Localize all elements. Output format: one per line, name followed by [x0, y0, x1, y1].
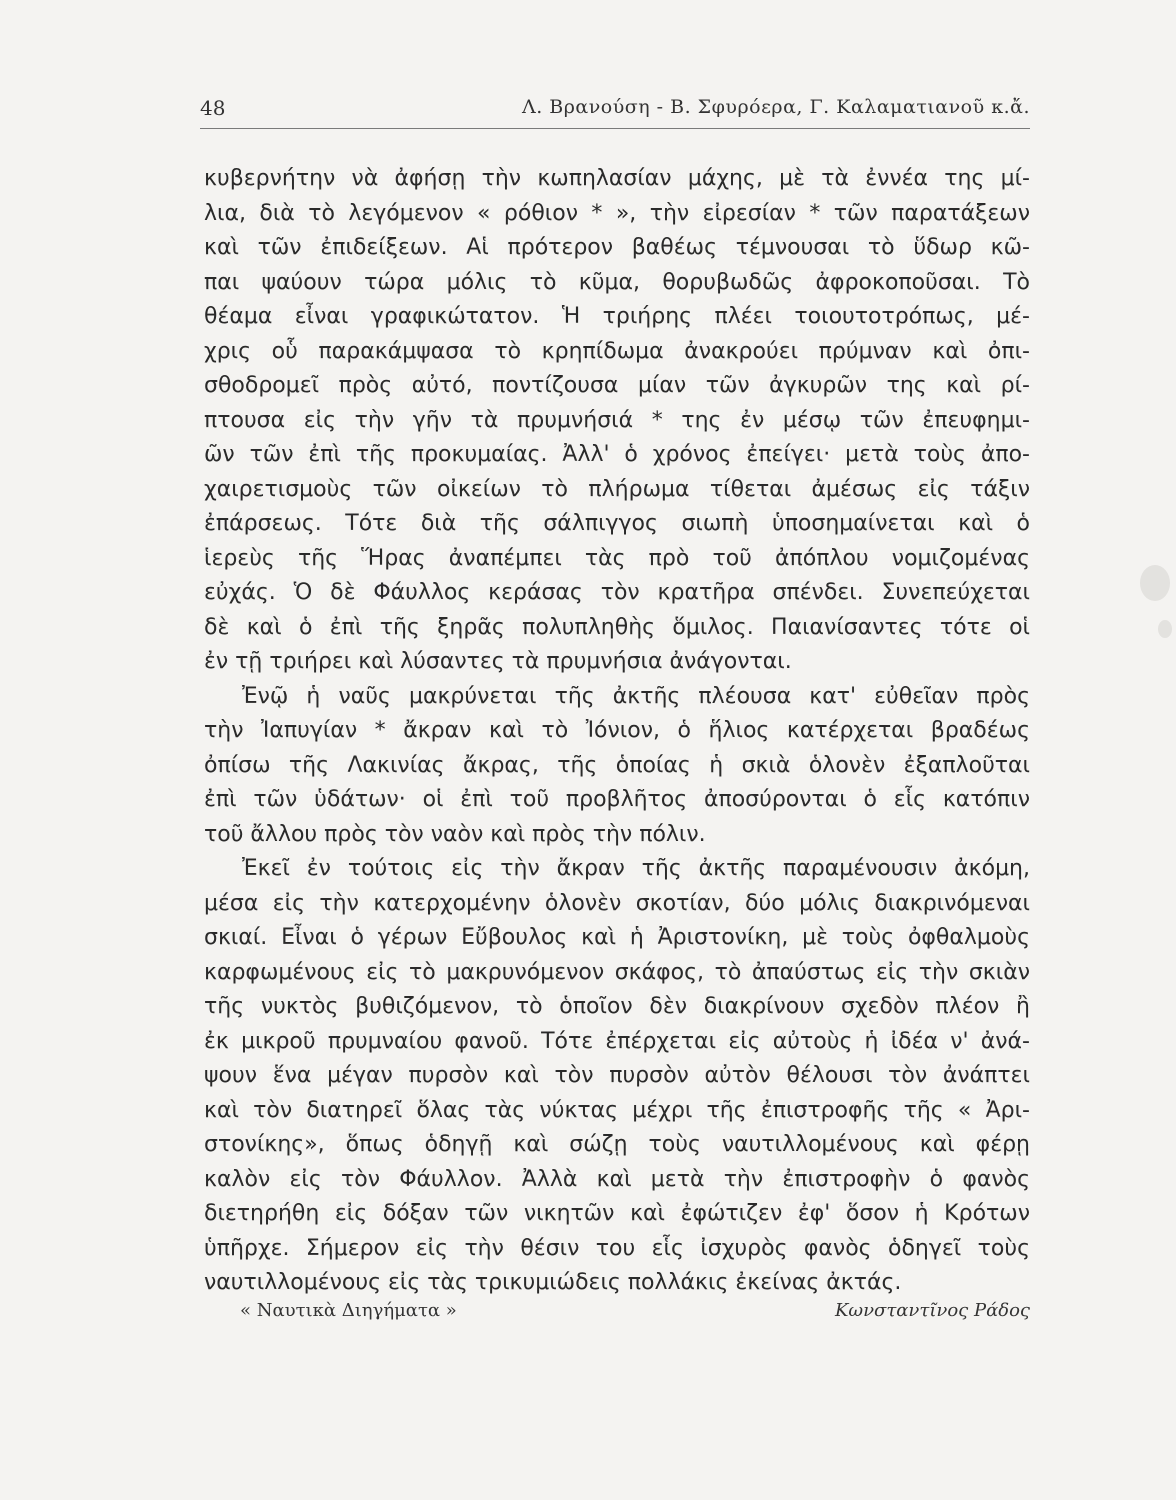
source-title: « Ναυτικὰ Διηγήματα »: [240, 1300, 457, 1321]
paper-smudge: [1158, 620, 1172, 638]
page-header: [200, 96, 1030, 128]
text-line: καὶ τῶν ἐπιδείξεων. Αἱ πρότερον βαθέως τέμνουσαι τὸ ὕδωρ κῶ-: [204, 235, 1030, 260]
text-line: καὶ τὸν διατηρεῖ ὅλας τὰς νύκτας μέχρι τῆς ἐπιστροφῆς τῆς « Ἀρι-: [204, 1097, 1030, 1123]
text-line: λια, διὰ τὸ λεγόμενον « ρόθιον * », τὴν εἰρεσίαν * τῶν παρατάξεων: [204, 200, 1030, 226]
text-line: ψουν ἕνα μέγαν πυρσὸν καὶ τὸν πυρσὸν αὐτὸν θέλουσι τὸν ἀνάπτει: [204, 1063, 1030, 1088]
text-line: σκιαί. Εἶναι ὁ γέρων Εὔβουλος καὶ ἡ Ἀριστονίκη, μὲ τοὺς ὀφθαλμοὺς: [204, 925, 1030, 950]
text-line: ἐκ μικροῦ πρυμναίου φανοῦ. Τότε ἐπέρχεται εἰς αὐτοὺς ἡ ἰδέα ν' ἀνά-: [204, 1028, 1030, 1054]
header-rule: [200, 128, 1030, 129]
text-line: πτουσα εἰς τὴν γῆν τὰ πρυμνήσιά * της ἐν μέσῳ τῶν ἐπευφημι-: [204, 407, 1030, 433]
text-line: ἐπάρσεως. Τότε διὰ τῆς σάλπιγγος σιωπὴ ὑποσημαίνεται καὶ ὁ: [204, 511, 1030, 536]
running-head: Λ. Βρανούση - Β. Σφυρόερα, Γ. Καλαματιανοῦ κ.ἄ.: [521, 96, 1030, 118]
text-line: χαιρετισμοὺς τῶν οἰκείων τὸ πλήρωμα τίθεται ἀμέσως εἰς τάξιν: [204, 476, 1030, 502]
text-line: στονίκης», ὅπως ὁδηγῇ καὶ σώζῃ τοὺς ναυτιλλομένους καὶ φέρῃ: [204, 1132, 1030, 1157]
text-line: μέσα εἰς τὴν κατερχομένην ὁλονὲν σκοτίαν, δύο μόλις διακρινόμεναι: [204, 890, 1030, 916]
text-line: ναυτιλλομένους εἰς τὰς τρικυμιώδεις πολλάκις ἐκείνας ἀκτάς.: [204, 1270, 902, 1295]
text-line: τὴν Ἰαπυγίαν * ἄκραν καὶ τὸ Ἰόνιον, ὁ ἥλιος κατέρχεται βραδέως: [204, 718, 1030, 743]
text-line: ἐν τῇ τριήρει καὶ λύσαντες τὰ πρυμνήσια ἀνάγονται.: [204, 649, 792, 674]
page-number: 48: [200, 96, 226, 120]
author-name: Κωνσταντῖνος Ράδος: [834, 1300, 1030, 1321]
text-line: ῶν τῶν ἐπὶ τῆς προκυμαίας. Ἀλλ' ὁ χρόνος ἐπείγει· μετὰ τοὺς ἀπο-: [204, 442, 1030, 467]
text-line: θέαμα εἶναι γραφικώτατον. Ἡ τριήρης πλέει τοιουτοτρόπως, μέ-: [204, 304, 1030, 329]
paper-smudge: [1140, 565, 1170, 601]
text-line: σθοδρομεῖ πρὸς αὐτό, ποντίζουσα μίαν τῶν ἀγκυρῶν της καὶ ρί-: [204, 373, 1030, 398]
text-line: δὲ καὶ ὁ ἐπὶ τῆς ξηρᾶς πολυπληθὴς ὅμιλος. Παιανίσαντες τότε οἱ: [204, 614, 1030, 640]
text-line: καρφωμένους εἰς τὸ μακρυνόμενον σκάφος, τὸ ἀπαύστως εἰς τὴν σκιὰν: [204, 959, 1030, 985]
text-line: χρις οὗ παρακάμψασα τὸ κρηπίδωμα ἀνακρούει πρύμναν καὶ ὀπι-: [204, 338, 1030, 364]
text-line: εὐχάς. Ὁ δὲ Φάυλλος κεράσας τὸν κρατῆρα σπένδει. Συνεπεύχεται: [204, 580, 1030, 605]
text-line: τοῦ ἄλλου πρὸς τὸν ναὸν καὶ πρὸς τὴν πόλιν.: [204, 821, 706, 847]
text-line: ἐπὶ τῶν ὑδάτων· οἱ ἐπὶ τοῦ προβλῆτος ἀποσύρονται ὁ εἷς κατόπιν: [204, 787, 1030, 812]
text-line: Ἐνῷ ἡ ναῦς μακρύνεται τῆς ἀκτῆς πλέουσα κατ' εὐθεῖαν πρὸς: [242, 683, 1030, 709]
text-line: Ἐκεῖ ἐν τούτοις εἰς τὴν ἄκραν τῆς ἀκτῆς παραμένουσιν ἀκόμη,: [242, 856, 1030, 881]
text-line: ἱερεὺς τῆς Ἥρας ἀναπέμπει τὰς πρὸ τοῦ ἀπόπλου νομιζομένας: [204, 545, 1030, 571]
text-line: διετηρήθη εἰς δόξαν τῶν νικητῶν καὶ ἐφώτιζεν ἐφ' ὅσον ἡ Κρότων: [204, 1201, 1030, 1226]
text-line: ὑπῆρχε. Σήμερον εἰς τὴν θέσιν του εἷς ἰσχυρὸς φανὸς ὁδηγεῖ τοὺς: [204, 1235, 1030, 1261]
text-line: ὀπίσω τῆς Λακινίας ἄκρας, τῆς ὁποίας ἡ σκιὰ ὁλονὲν ἐξαπλοῦται: [204, 752, 1030, 778]
text-line: καλὸν εἰς τὸν Φάυλλον. Ἀλλὰ καὶ μετὰ τὴν ἐπιστροφὴν ὁ φανὸς: [204, 1166, 1030, 1192]
body-text: [204, 162, 1030, 1301]
text-line: τῆς νυκτὸς βυθιζόμενον, τὸ ὁποῖον δὲν διακρίνουν σχεδὸν πλέον ἢ: [204, 994, 1030, 1019]
citation-footer: [240, 1300, 1030, 1330]
text-line: παι ψαύουν τώρα μόλις τὸ κῦμα, θορυβωδῶς ἀφροκοποῦσαι. Τὸ: [204, 269, 1030, 295]
text-line: κυβερνήτην νὰ ἀφήσῃ τὴν κωπηλασίαν μάχης, μὲ τὰ ἐννέα της μί-: [204, 166, 1030, 191]
